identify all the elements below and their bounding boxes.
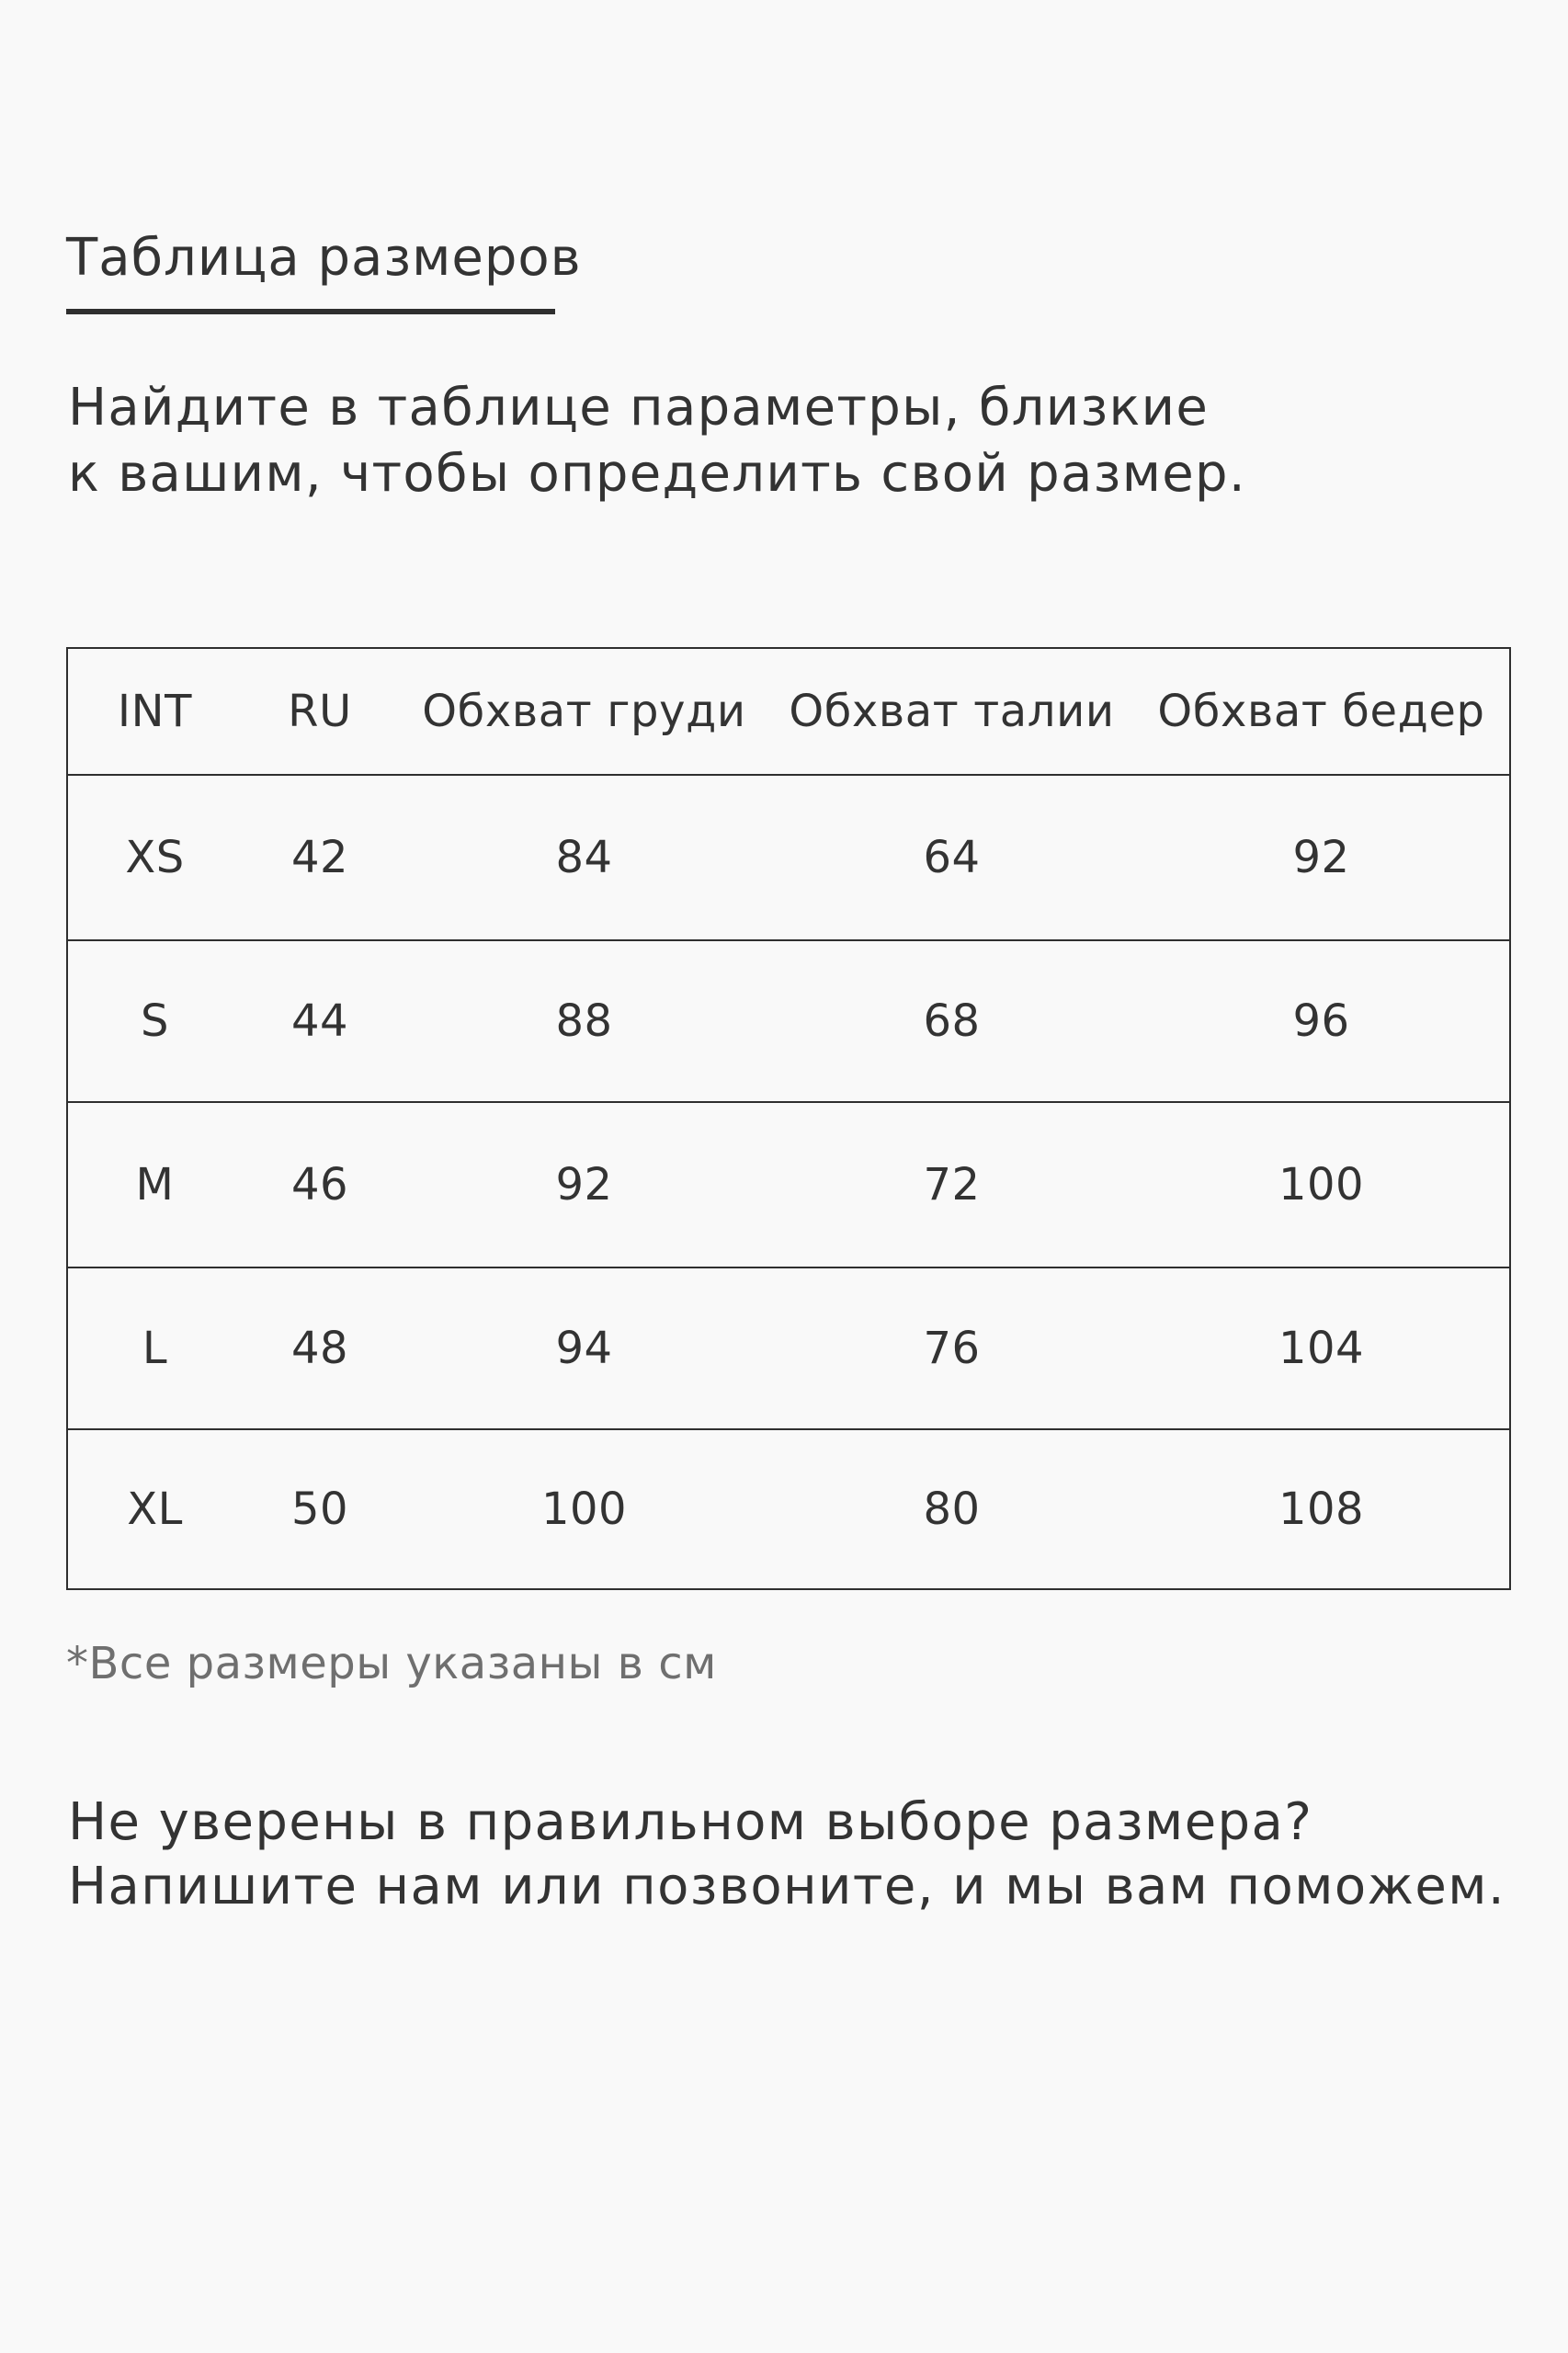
cell-waist: 68 — [770, 940, 1133, 1102]
help-line-2: Напишите нам или позвоните, и мы вам поможем. — [68, 1857, 1506, 1916]
cell-waist: 72 — [770, 1102, 1133, 1267]
cell-int: S — [67, 940, 242, 1102]
cell-waist: 64 — [770, 775, 1133, 940]
cell-hips: 108 — [1133, 1429, 1510, 1589]
cell-ru: 44 — [242, 940, 398, 1102]
help-line-1: Не уверены в правильном выборе размера? — [68, 1792, 1313, 1852]
header-int: INT — [67, 648, 242, 775]
cell-int: XL — [67, 1429, 242, 1589]
table-header-row — [67, 648, 1510, 775]
cell-ru: 48 — [242, 1267, 398, 1429]
table-row — [67, 1102, 1510, 1267]
intro-text — [68, 375, 1246, 507]
intro-line-2: к вашим, чтобы определить свой размер. — [68, 444, 1246, 504]
cell-waist: 76 — [770, 1267, 1133, 1429]
cell-ru: 50 — [242, 1429, 398, 1589]
cell-chest: 88 — [398, 940, 770, 1102]
cell-chest: 92 — [398, 1102, 770, 1267]
cell-chest: 100 — [398, 1429, 770, 1589]
cell-hips: 104 — [1133, 1267, 1510, 1429]
cell-hips: 100 — [1133, 1102, 1510, 1267]
intro-line-1: Найдите в таблице параметры, близкие — [68, 378, 1210, 438]
units-footnote: *Все размеры указаны в см — [66, 1638, 717, 1689]
cell-waist: 80 — [770, 1429, 1133, 1589]
title-underline — [66, 309, 555, 314]
cell-hips: 96 — [1133, 940, 1510, 1102]
table-row — [67, 1267, 1510, 1429]
cell-int: M — [67, 1102, 242, 1267]
cell-int: L — [67, 1267, 242, 1429]
size-table — [66, 647, 1511, 1590]
table-row — [67, 775, 1510, 940]
header-hips: Обхват бедер — [1133, 648, 1510, 775]
table-row — [67, 940, 1510, 1102]
cell-hips: 92 — [1133, 775, 1510, 940]
header-waist: Обхват талии — [770, 648, 1133, 775]
cell-ru: 42 — [242, 775, 398, 940]
cell-chest: 94 — [398, 1267, 770, 1429]
help-text — [68, 1790, 1506, 1919]
cell-int: XS — [67, 775, 242, 940]
cell-chest: 84 — [398, 775, 770, 940]
page-title: Таблица размеров — [66, 228, 582, 288]
header-chest: Обхват груди — [398, 648, 770, 775]
header-ru: RU — [242, 648, 398, 775]
cell-ru: 46 — [242, 1102, 398, 1267]
table-row — [67, 1429, 1510, 1589]
